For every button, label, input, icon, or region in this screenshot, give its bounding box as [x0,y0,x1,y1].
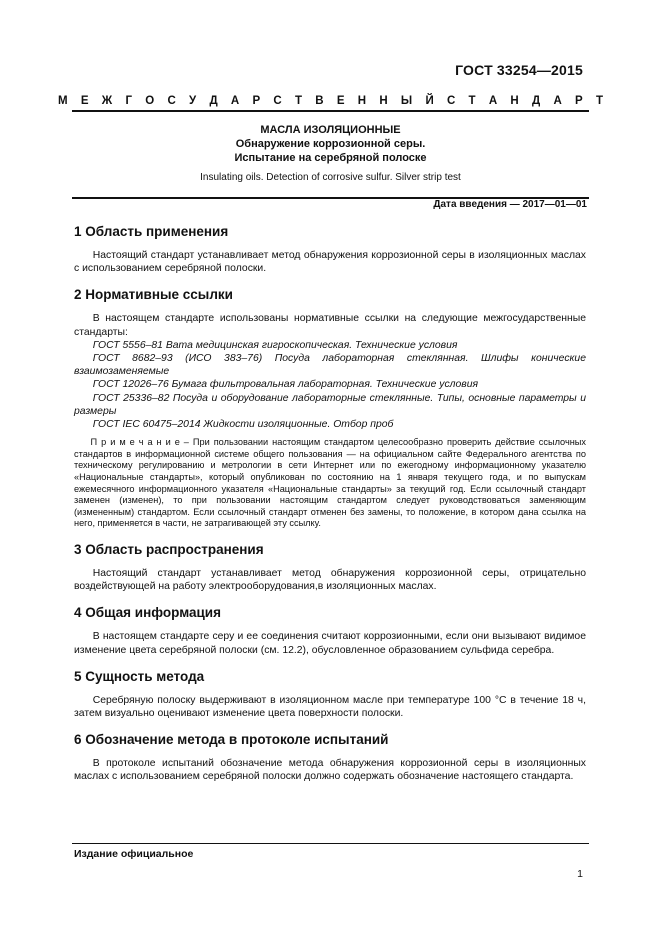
section-heading: 2 Нормативные ссылки [74,287,233,303]
reference-item: ГОСТ 8682–93 (ИСО 383–76) Посуда лабораторная стеклянная. Шлифы конические взаимозаменяемые [74,353,586,378]
section-normative-references [74,287,586,530]
section-method-designation [74,732,586,783]
banner-divider [72,110,589,112]
reference-item: ГОСТ 5556–81 Вата медицинская гигроскопическая. Технические условия [92,339,458,351]
document-title [72,123,589,165]
section-paragraph: Настоящий стандарт устанавливает метод обнаружения коррозионной серы, отрицательно воздействующей на работу электрооборудования,в изоляционных маслах. [74,567,586,593]
section-heading: 3 Область распространения [74,541,264,557]
section-heading: 6 Обозначение метода в протоколе испытаний [74,732,389,748]
section-method-essence [74,669,586,720]
reference-item: ГОСТ 12026–76 Бумага фильтровальная лабораторная. Технические условия [92,379,479,391]
section-paragraph: Серебряную полоску выдерживают в изоляционном масле при температуре 100 °С в течение 18 ч, затем визуально оценивают изменение цвета поверхности полоски. [74,694,586,719]
effective-date: Дата введения — 2017—01—01 [433,199,587,210]
page-number: 1 [577,868,583,880]
section-heading: 1 Область применения [74,224,229,239]
section-application [74,542,586,593]
title-line-1: МАСЛА ИЗОЛЯЦИОННЫЕ [260,124,401,136]
footer-divider [72,843,589,844]
section-heading: 4 Общая информация [74,605,221,621]
section-general-info [74,605,586,656]
title-line-3: Испытание на серебряной полоске [234,152,427,164]
note-paragraph: П р и м е ч а н и е – При пользовании настоящим стандартом целесообразно проверить действие ссылочных стандартов в информационной системе общего пользования — на официальном сайте Федерального агентства по техническому регулированию и метрологии в сети Интернет или по ежегодному информационному указателю «Национальные стандарты», который опубликован по состоянию на 1 января текущего года, и по выпускам ежемесячного информационного указателя «Национальные стандарты» за текущий год. Если ссылочный стандарт заменен (изменен), то при пользовании настоящим стандартом следует руководствоваться заменяющим (измененным) стандартом. Если ссылочный стандарт отменен без замены, то положение, в котором дана ссылка на него, применяется в части, не затрагивающей эту ссылку. [74,437,586,529]
section-scope [74,224,586,275]
reference-item: ГОСТ IEC 60475–2014 Жидкости изоляционные. Отбор проб [92,419,394,431]
section-paragraph: В настоящем стандарте серу и ее соединения считают коррозионными, если они вызывают видимое изменение цвета серебряной полоски (см. 12.2), обусловленное образованием сульфида серебра. [74,631,586,656]
document-body [74,224,586,796]
title-line-2: Обнаружение коррозионной серы. [235,138,426,150]
section-paragraph: В протоколе испытаний обозначение метода обнаружения коррозионной серы в изоляционных маслах с использованием серебряной полоски должно содержать обозначение настоящего стандарта. [74,758,586,783]
reference-item: ГОСТ 25336–82 Посуда и оборудование лабораторные стеклянные. Типы, основные параметры и размеры [74,392,586,417]
section-heading: 5 Сущность метода [74,668,205,684]
official-edition-label: Издание официальное [74,848,194,860]
standard-type-banner: М Е Ж Г О С У Д А Р С Т В Е Н Н Ы Й С Т А Н Д А Р Т [58,95,603,107]
standard-code: ГОСТ 33254—2015 [455,62,583,78]
english-title: Insulating oils. Detection of corrosive sulfur. Silver strip test [200,172,461,183]
section-paragraph: В настоящем стандарте использованы нормативные ссылки на следующие межгосударственные стандарты: [74,313,586,338]
section-paragraph: Настоящий стандарт устанавливает метод обнаружения коррозионной серы в изоляционных маслах с использованием серебряной полоски. [74,250,586,275]
